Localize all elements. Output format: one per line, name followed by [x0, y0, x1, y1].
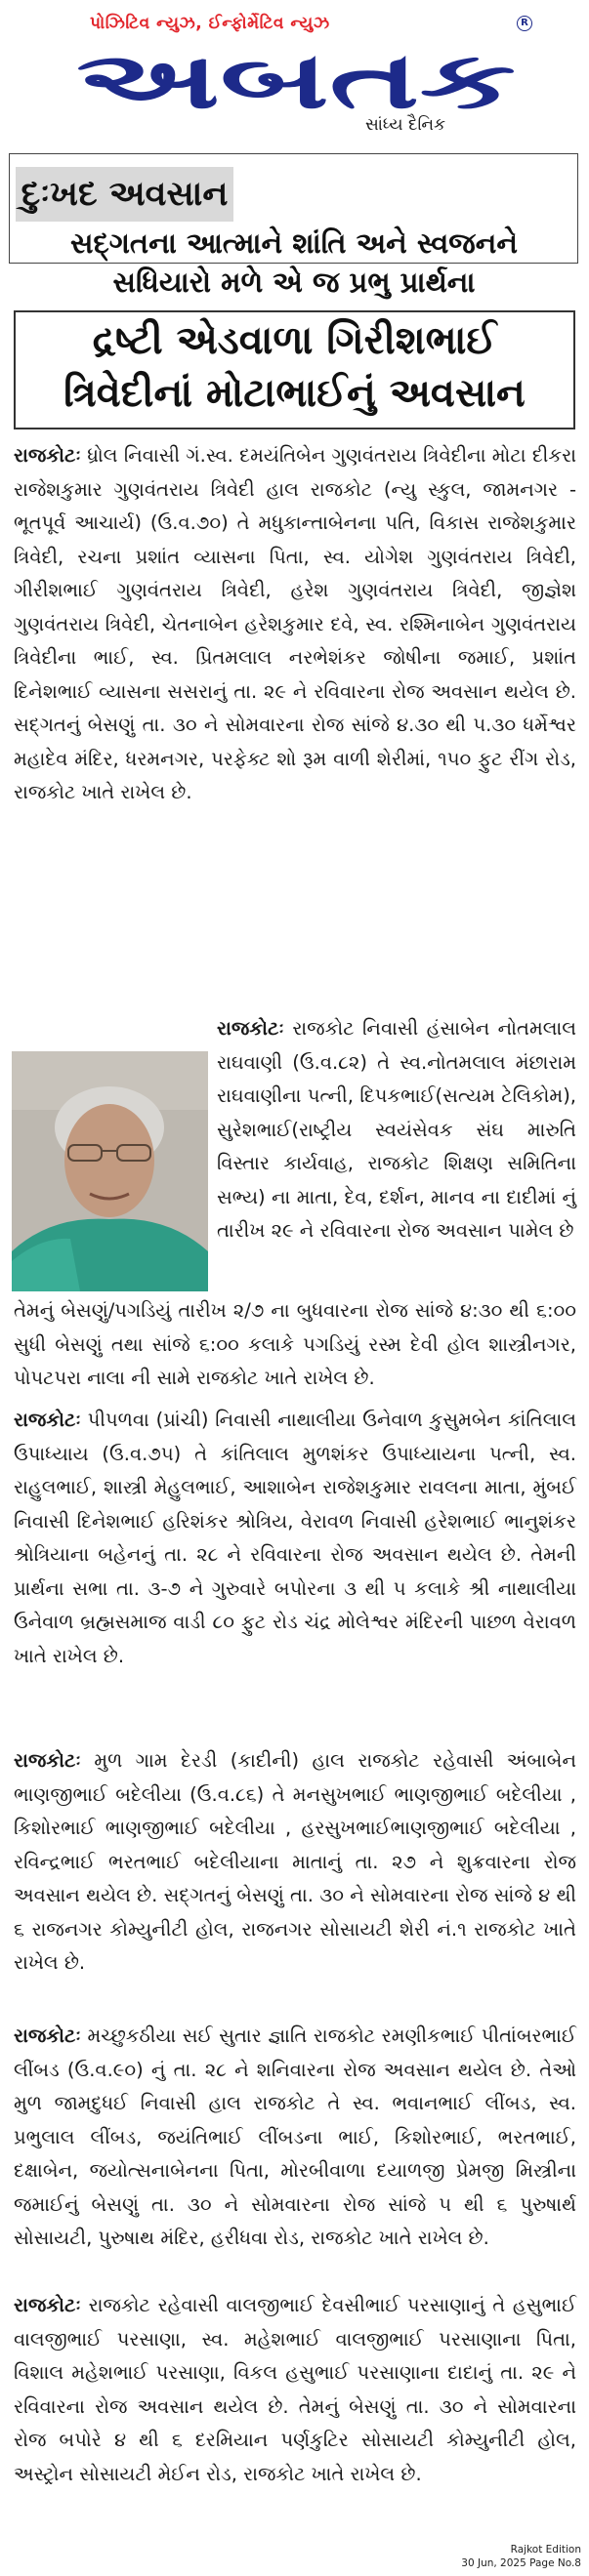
article-title-line-2: ત્રિવેદીનાં મોટાભાઈનું અવસાન: [63, 371, 526, 416]
obituary-text: મચ્છુકઠીયા સઈ સુતાર જ્ઞાતિ રાજકોટ રમણીકભાઈ પીતાંબરભાઈ લીંબડ (ઉ.વ.૯૦) નું તા. ૨૮ ને શનિવારના રોજ અવસાન થયેલ છે. તેઓ મુળ જામદુધઈ નિવાસી હાલ રાજકોટ તે સ્વ. ભવાનભાઈ લીંબડ, સ્વ. પ્રભુલાલ લીંબડ, જયંતિભાઈ લીંબડના ભાઈ, કિશોરભાઈ, ભરતભાઈ, દક્ષાબેન, જયોત્સનાબેનના પિતા, મોરબીવાળા દયાળજી પ્રેમજી મિસ્ત્રીના જમાઈનું બેસણું તા. ૩૦ ને સોમવારના રોજ સાંજે ૫ થી ૬ પુરુષાર્થ સોસાયટી, પુરુષાથ મંદિર, હરીધવા રોડ, રાજકોટ ખાતે રાખેલ છે.: [14, 2024, 576, 2249]
obituary-text: ધ્રોલ નિવાસી ગં.સ્વ. દમયંતિબેન ગુણવંતરાય ત્રિવેદીના મોટા દીકરા રાજેશકુમાર ગુણવંતરાય ત્રિવેદી હાલ રાજકોટ (ન્યુ સ્કુલ, જામનગર - ભૂતપૂર્વ આચાર્ય) (ઉ.વ.૭૦) તે મધુકાન્તાબેનના પતિ, વિકાસ રાજેશકુમાર ત્રિવેદી, રચના પ્રશાંત વ્યાસના પિતા, સ્વ. યોગેશ ગુણવંતરાય ત્રિવેદી, ગીરીશભાઈ ગુણવંતરાય ત્રિવેદી, હરેશ ગુણવંતરાય ત્રિવેદી, જીજ્ઞેશ ગુણવંતરાય ત્રિવેદી, ચેતનાબેન હરેશકુમાર દવે, સ્વ. રશ્મિનાબેન ગુણવંતરાય ત્રિવેદીના ભાઈ, સ્વ. પ્રિતમલાલ નરભેશંકર જોષીના જમાઈ, પ્રશાંત દિનેશભાઈ વ્યાસના સસરાનું તા. ૨૯ ને રવિવારના રોજ અવસાન થયેલ છે. સદ્ગતનું બેસણું તા. ૩૦ ને સોમવારના રોજ સાંજે ૪.૩૦ થી ૫.૩૦ ધર્મેશ્વર મહાદેવ મંદિર, ધરમનગર, પરફેક્ટ શો રૂમ વાળી શેરીમાં, ૧૫૦ ફુટ રીંગ રોડ, રાજકોટ ખાતે રાખેલ છે.: [14, 444, 576, 803]
obituary-text: મુળ ગામ દેરડી (કાદીની) હાલ રાજકોટ રહેવાસી અંબાબેન ભાણજીભાઈ બદેલીયા (ઉ.વ.૮૬) તે મનસુખભાઈ ભાણજીભાઈ બદેલીયા , કિશોરભાઈ ભાણજીભાઈ બદેલીયા , હરસુખભાઈભાણજીભાઈ બદેલીયા , રવિન્દ્રભાઈ ભરતભાઈ બદેલીયાના માતાનું તા. ૨૭ ને શુક્રવારના રોજ અવસાન થયેલ છે. સદ્ગતનું બેસણું તા. ૩૦ ને સોમવારના રોજ સાંજે ૪ થી ૬ રાજનગર કોમ્યુનીટી હોલ, રાજનગર સોસાયટી શેરી નં.૧ રાજકોટ ખાતે રાખેલ છે.: [14, 1749, 576, 1974]
obituary-item: [14, 1744, 576, 2014]
article-title-line-1: દ્રષ્ટી એડવાળા ગિરીશભાઈ: [92, 318, 497, 363]
section-label: દુઃખદ અવસાન: [16, 167, 233, 222]
obituary-item: [14, 2020, 576, 2289]
obituary-location: રાજકોટઃ: [14, 1749, 81, 1772]
portrait-photo: [12, 1051, 208, 1291]
prayer-line-2: સધિયારો મળે એ જ પ્રભુ પ્રાર્થના: [112, 266, 476, 299]
obituary-item: [217, 1012, 576, 1287]
obituary-text: પીપળવા (પ્રાંચી) નિવાસી નાથાલીયા ઉનેવાળ કુસુમબેન કાંતિલાલ ઉપાધ્યાય (ઉ.વ.૭૫) તે કાંતિલાલ મુળશંકર ઉપાધ્યાયના પત્ની, સ્વ. રાહુલભાઈ, શાસ્ત્રી મેહુલભાઈ, આશાબેન રાજેશકુમાર રાવલના માતા, મુંબઈ નિવાસી દિનેશભાઈ હરિશંકર શ્રોત્રિય, વેરાવળ નિવાસી હરેશભાઈ ભાનુશંકર શ્રોત્રિયાના બહેનનું તા. ૨૮ ને રવિવારના રોજ અવસાન થયેલ છે. તેમની પ્રાર્થના સભા તા. ૩-૭ ને ગુરુવારે બપોરના ૩ થી ૫ કલાકે શ્રી નાથાલીયા ઉનેવાળ બ્રહ્મસમાજ વાડી ૮૦ ફુટ રોડ ચંદ્ર મોલેશ્વર મંદિરની પાછળ વેરાવળ ખાતે રાખેલ છે.: [14, 1409, 576, 1667]
obituary-item: [14, 1404, 576, 1741]
obituary-item: [14, 2289, 576, 2523]
masthead-subtitle: સાંધ્ય દૈનિક: [365, 115, 446, 135]
prayer-line-1: સદ્ગતના આત્માને શાંતિ અને સ્વજનને: [70, 226, 518, 260]
obituary-location: રાજકોટઃ: [14, 444, 81, 467]
obituary-text: રાજકોટ રહેવાસી વાલજીભાઈ દેવસીભાઈ પરસાણાનું તે હસુભાઈ વાલજીભાઈ પરસાણા, સ્વ. મહેશભાઈ વાલજીભાઈ પરસાણાના પિતા, વિશાલ મહેશભાઈ પરસાણા, વિકલ હસુભાઈ પરસાણાના દાદાનું તા. ૨૯ ને રવિવારના રોજ અવસાન થયેલ છે. તેમનું બેસણું તા. ૩૦ ને સોમવારના રોજ બપોરે ૪ થી ૬ દરમિયાન પર્ણકુટિર સોસાયટી કોમ્યુનીટી હોલ, અસ્ટ્રોન સોસાયટી મેઈન રોડ, રાજકોટ ખાતે રાખેલ છે.: [14, 2294, 577, 2485]
obituary-continuation: તેમનું બેસણું/પગડિયું તારીખ ૨/૭ ના બુધવારના રોજ સાંજે ૪:૩૦ થી ૬:૦૦ સુધી બેસણું તથા સાંજે ૬:૦૦ કલાકે પગડિયું રસ્મ દેવી હોલ શાસ્ત્રીનગર, પોપટપરા નાલા ની સામે રાજકોટ ખાતે રાખેલ છે.: [14, 1299, 576, 1389]
edition-name: Rajkot Edition: [510, 2544, 581, 2556]
obituary-location: રાજકોટઃ: [217, 1017, 284, 1040]
edition-info: [461, 2543, 581, 2570]
obituary-location: રાજકોટઃ: [14, 2294, 81, 2316]
masthead-tagline: પોઝિટિવ ન્યુઝ, ઈન્ફોર્મેટિવ ન્યુઝ: [90, 14, 330, 33]
logo-text: અબતક: [76, 43, 516, 115]
obituary-text: રાજકોટ નિવાસી હંસાબેન નોતમલાલ રાઘવાણી (ઉ.વ.૮૨) તે સ્વ.નોતમલાલ મંછારામ રાઘવાણીના પત્ની, દિપકભાઈ(સત્યમ ટેલિકોમ), સુરેશભાઈ(રાષ્ટ્રીય સ્વયંસેવક સંઘ મારુતિ વિસ્તાર કાર્યવાહ, રાજકોટ શિક્ષણ સમિતિના સભ્ય) ના માતા, દેવ, દર્શન, માનવ ના દાદીમાં નું તારીખ ૨૯ ને રવિવારના રોજ અવસાન પામેલ છે: [217, 1017, 577, 1242]
obituary-item: [14, 439, 576, 1013]
registered-mark: R: [517, 16, 532, 31]
obituary-location: રાજકોટઃ: [14, 2024, 81, 2047]
obituary-location: રાજકોટઃ: [14, 1409, 81, 1431]
edition-date-page: 30 Jun, 2025 Page No.8: [461, 2557, 581, 2569]
portrait-image: [12, 1051, 208, 1291]
abtak-logo: [76, 43, 518, 115]
masthead: [0, 0, 589, 146]
